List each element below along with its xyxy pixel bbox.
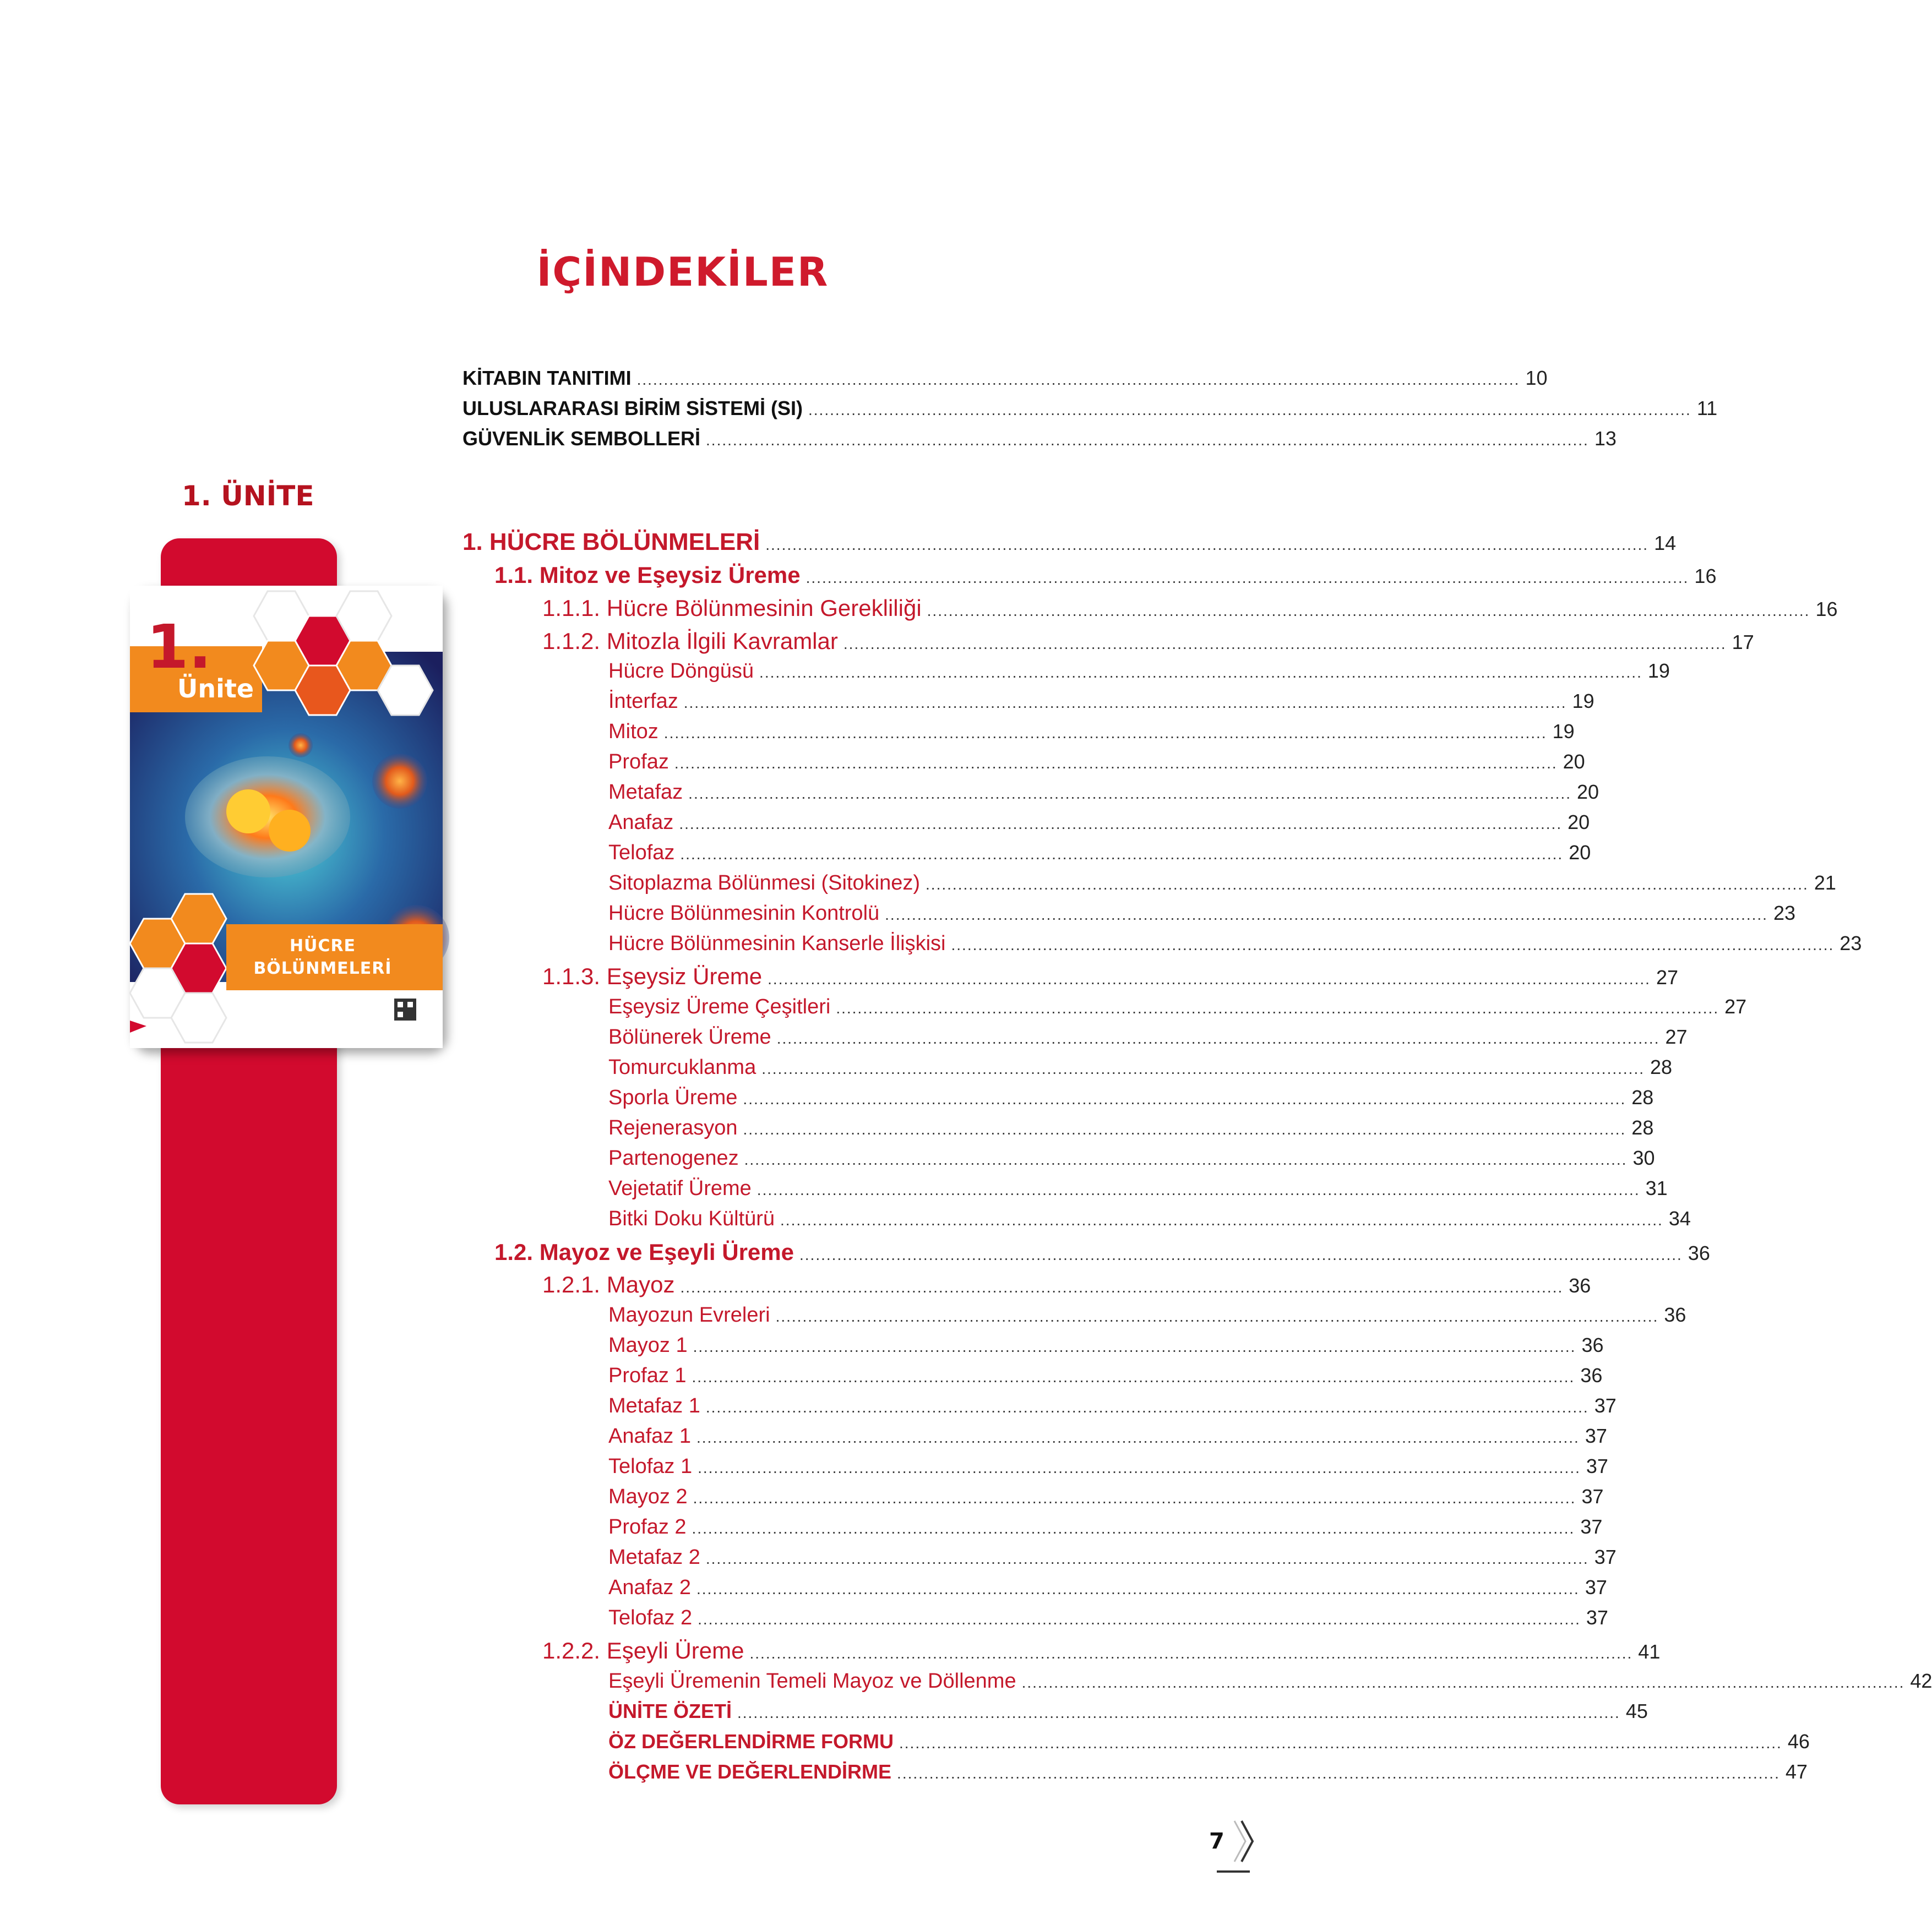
unit-cover-image xyxy=(130,586,443,1048)
leader-dots: .................................................................................................................................................................... xyxy=(808,401,1691,418)
toc-entry-title: Anafaz xyxy=(608,811,674,834)
toc-entry-title: Telofaz 2 xyxy=(608,1606,693,1629)
toc-entry[interactable] xyxy=(608,1056,1673,1079)
cover-topic xyxy=(240,935,405,980)
leader-dots: .................................................................................................................................................................... xyxy=(680,1279,1564,1296)
leader-dots: .................................................................................................................................................................... xyxy=(927,602,1810,619)
toc-entry[interactable] xyxy=(608,1730,1810,1753)
toc-entry[interactable] xyxy=(608,1760,1808,1783)
toc-entry[interactable] xyxy=(608,1394,1617,1418)
toc-entry-title: KİTABIN TANITIMI xyxy=(462,367,632,389)
toc-entry[interactable] xyxy=(608,811,1590,834)
toc-entry[interactable] xyxy=(542,628,1754,654)
toc-entry[interactable] xyxy=(608,1207,1691,1231)
toc-entry-title: Telofaz 1 xyxy=(608,1455,693,1478)
leader-dots: .................................................................................................................................................................... xyxy=(1021,1674,1905,1691)
toc-entry-page: 10 xyxy=(1525,367,1548,389)
leader-dots: .................................................................................................................................................................... xyxy=(757,1181,1640,1198)
leader-dots: .................................................................................................................................................................... xyxy=(749,1645,1633,1662)
toc-entry[interactable] xyxy=(542,595,1838,621)
toc-entry-page: 37 xyxy=(1580,1515,1603,1538)
toc-entry[interactable] xyxy=(608,1700,1648,1723)
leader-dots: .................................................................................................................................................................... xyxy=(698,1459,1581,1476)
toc-entry-page: 34 xyxy=(1668,1207,1691,1230)
leader-dots: .................................................................................................................................................................... xyxy=(951,936,1835,953)
leader-dots: .................................................................................................................................................................... xyxy=(683,694,1567,711)
leader-dots: .................................................................................................................................................................... xyxy=(765,536,1649,553)
toc-entry[interactable] xyxy=(494,1239,1710,1265)
toc-entry-page: 16 xyxy=(1815,598,1838,620)
toc-entry-title: 1.1.3. Eşeysiz Üreme xyxy=(542,963,763,989)
toc-entry[interactable] xyxy=(608,1177,1668,1201)
leader-dots: .................................................................................................................................................................... xyxy=(698,1611,1581,1628)
toc-entry-title: Telofaz xyxy=(608,841,675,864)
leader-dots: .................................................................................................................................................................... xyxy=(899,1734,1782,1752)
toc-entry-page: 36 xyxy=(1581,1334,1604,1356)
toc-entry-page: 37 xyxy=(1586,1606,1608,1629)
toc-entry-page: 19 xyxy=(1552,720,1575,743)
toc-entry-page: 36 xyxy=(1664,1303,1686,1326)
toc-entry-page: 28 xyxy=(1631,1086,1654,1109)
toc-entry-page: 37 xyxy=(1594,1546,1617,1568)
toc-entry[interactable] xyxy=(608,1455,1608,1479)
toc-entry-page: 13 xyxy=(1594,427,1617,450)
leader-dots: .................................................................................................................................................................... xyxy=(885,906,1768,923)
toc-entry-page: 23 xyxy=(1773,902,1796,924)
toc-entry-page: 20 xyxy=(1569,841,1591,864)
toc-entry-page: 30 xyxy=(1632,1147,1655,1169)
toc-entry-page: 19 xyxy=(1647,659,1670,682)
toc-entry-page: 16 xyxy=(1694,565,1717,587)
leader-dots: .................................................................................................................................................................... xyxy=(761,1060,1645,1077)
toc-entry-title: 1.1.1. Hücre Bölünmesinin Gerekliliği xyxy=(542,595,922,621)
toc-entry[interactable] xyxy=(608,1485,1604,1509)
page-number: 7 xyxy=(1209,1829,1224,1854)
toc-entry-page: 20 xyxy=(1568,811,1590,833)
toc-entry[interactable] xyxy=(542,1272,1591,1298)
cover-unit-word: Ünite xyxy=(177,674,254,703)
leader-dots: .................................................................................................................................................................... xyxy=(780,1212,1663,1229)
toc-entry[interactable] xyxy=(608,1576,1607,1600)
toc-entry[interactable] xyxy=(608,659,1670,683)
leader-dots: .................................................................................................................................................................... xyxy=(897,1765,1780,1782)
cover-unit-number: 1. xyxy=(146,612,212,682)
leader-dots: .................................................................................................................................................................... xyxy=(926,876,1809,893)
toc-entry-page: 36 xyxy=(1580,1364,1603,1387)
toc-entry-page: 27 xyxy=(1656,966,1679,989)
leader-dots: .................................................................................................................................................................... xyxy=(705,1399,1589,1416)
toc-entry-title: Hücre Bölünmesinin Kanserle İlişkisi xyxy=(608,932,946,955)
cover-topic-line1: HÜCRE xyxy=(289,936,356,956)
toc-entry-page: 28 xyxy=(1631,1116,1654,1139)
toc-entry-title: Hücre Döngüsü xyxy=(608,659,754,683)
leader-dots: .................................................................................................................................................................... xyxy=(679,815,1563,832)
leader-dots: .................................................................................................................................................................... xyxy=(759,664,1642,681)
cover-topic-line2: BÖLÜNMELERİ xyxy=(253,958,392,978)
toc-entry-page: 37 xyxy=(1585,1425,1607,1447)
toc-entry[interactable] xyxy=(608,1515,1603,1539)
leader-dots: .................................................................................................................................................................... xyxy=(705,1550,1589,1567)
toc-entry-page: 45 xyxy=(1625,1700,1648,1722)
toc-entry[interactable] xyxy=(608,841,1591,865)
toc-entry-title: 1.1.2. Mitozla İlgili Kavramlar xyxy=(542,628,838,654)
toc-entry-title: GÜVENLİK SEMBOLLERİ xyxy=(462,427,701,450)
toc-entry[interactable] xyxy=(494,562,1717,588)
leader-dots: .................................................................................................................................................................... xyxy=(693,1338,1576,1355)
toc-entry-title: Sitoplazma Bölünmesi (Sitokinez) xyxy=(608,871,921,894)
toc-entry-page: 27 xyxy=(1724,995,1747,1018)
toc-entry[interactable] xyxy=(462,397,1718,420)
toc-entry-title: Mayozun Evreleri xyxy=(608,1303,770,1327)
toc-entry[interactable] xyxy=(608,1425,1607,1448)
toc-entry-page: 23 xyxy=(1840,932,1862,954)
toc-entry[interactable] xyxy=(608,1606,1608,1630)
toc-entry-page: 36 xyxy=(1688,1242,1710,1264)
toc-entry[interactable] xyxy=(608,1670,1932,1693)
toc-entry-title: 1.2.2. Eşeyli Üreme xyxy=(542,1638,744,1663)
toc-entry-page: 31 xyxy=(1645,1177,1668,1199)
leader-dots: .................................................................................................................................................................... xyxy=(692,1368,1575,1385)
toc-entry-title: 1.1. Mitoz ve Eşeysiz Üreme xyxy=(494,562,801,588)
leader-dots: .................................................................................................................................................................... xyxy=(696,1580,1580,1597)
leader-dots: .................................................................................................................................................................... xyxy=(636,371,1520,388)
leader-dots: .................................................................................................................................................................... xyxy=(696,1429,1580,1446)
toc-entry-page: 28 xyxy=(1650,1056,1673,1078)
toc-entry-title: Vejetatif Üreme xyxy=(608,1177,752,1200)
toc-entry-title: Profaz xyxy=(608,750,669,773)
toc-entry-title: ULUSLARARASI BİRİM SİSTEMİ (SI) xyxy=(462,397,803,419)
toc-entry-page: 46 xyxy=(1787,1730,1810,1753)
leader-dots: .................................................................................................................................................................... xyxy=(843,635,1727,652)
toc-entry-title: 1.2. Mayoz ve Eşeyli Üreme xyxy=(494,1239,794,1265)
toc-entry-title: Profaz 2 xyxy=(608,1515,687,1539)
toc-entry-page: 47 xyxy=(1785,1760,1808,1783)
toc-entry-title: 1.2.1. Mayoz xyxy=(542,1272,675,1297)
toc-entry-title: Metafaz 2 xyxy=(608,1546,700,1569)
toc-entry[interactable] xyxy=(542,1638,1661,1664)
toc-entry[interactable] xyxy=(608,1364,1603,1388)
toc-entry[interactable] xyxy=(608,902,1796,925)
toc-entry-title: Eşeysiz Üreme Çeşitleri xyxy=(608,995,831,1018)
toc-entry[interactable] xyxy=(608,871,1836,895)
leader-dots: .................................................................................................................................................................... xyxy=(743,1090,1626,1108)
toc-entry-title: 1. HÜCRE BÖLÜNMELERİ xyxy=(462,528,760,555)
toc-entry-title: İnterfaz xyxy=(608,690,678,713)
leader-dots: .................................................................................................................................................................... xyxy=(744,1151,1628,1168)
toc-entry[interactable] xyxy=(608,1546,1617,1569)
toc-entry-title: Anafaz 1 xyxy=(608,1425,691,1448)
toc-entry-page: 20 xyxy=(1576,781,1599,803)
toc-entry-page: 36 xyxy=(1569,1274,1591,1297)
toc-entry[interactable] xyxy=(608,750,1585,774)
toc-entry-title: Bitki Doku Kültürü xyxy=(608,1207,775,1230)
leader-dots: .................................................................................................................................................................... xyxy=(768,970,1651,988)
toc-entry-title: ÜNİTE ÖZETİ xyxy=(608,1700,732,1722)
toc-entry-title: Partenogenez xyxy=(608,1147,739,1170)
toc-entry-page: 42 xyxy=(1910,1670,1932,1692)
leader-dots: .................................................................................................................................................................... xyxy=(692,1520,1575,1537)
unit-label: 1. ÜNİTE xyxy=(182,480,314,512)
toc-entry[interactable] xyxy=(608,1303,1686,1327)
leader-dots: .................................................................................................................................................................... xyxy=(737,1704,1620,1721)
toc-entry-title: ÖLÇME VE DEĞERLENDİRME xyxy=(608,1760,892,1783)
toc-entry[interactable] xyxy=(608,1025,1688,1049)
leader-dots: .................................................................................................................................................................... xyxy=(743,1121,1626,1138)
toc-entry[interactable] xyxy=(542,963,1679,990)
toc-entry-title: Mitoz xyxy=(608,720,658,743)
leader-dots: .................................................................................................................................................................... xyxy=(688,785,1571,802)
leader-dots: .................................................................................................................................................................... xyxy=(674,755,1558,772)
leader-dots: .................................................................................................................................................................... xyxy=(775,1308,1659,1325)
toc-entry[interactable] xyxy=(608,781,1599,804)
toc-entry[interactable] xyxy=(608,1334,1604,1357)
toc-entry-page: 20 xyxy=(1563,750,1585,773)
toc-entry-title: Profaz 1 xyxy=(608,1364,687,1387)
toc-entry-title: Eşeyli Üremenin Temeli Mayoz ve Döllenme xyxy=(608,1670,1016,1693)
toc-entry[interactable] xyxy=(608,995,1747,1019)
toc-entry-title: Rejenerasyon xyxy=(608,1116,738,1139)
toc-entry[interactable] xyxy=(608,1147,1655,1170)
leader-dots: .................................................................................................................................................................... xyxy=(806,569,1689,586)
toc-entry-page: 37 xyxy=(1586,1455,1608,1477)
toc-entry-title: Bölünerek Üreme xyxy=(608,1025,771,1049)
toc-entry-title: Metafaz xyxy=(608,781,683,804)
toc-entry-title: Mayoz 2 xyxy=(608,1485,688,1508)
toc-entry-title: Tomurcuklanma xyxy=(608,1056,757,1079)
toc-entry-title: Metafaz 1 xyxy=(608,1394,700,1417)
toc-entry[interactable] xyxy=(608,932,1862,956)
toc-entry[interactable] xyxy=(462,528,1677,556)
leader-dots: .................................................................................................................................................................... xyxy=(706,432,1589,449)
leader-dots: .................................................................................................................................................................... xyxy=(776,1030,1660,1047)
toc-entry[interactable] xyxy=(462,367,1548,390)
toc-entry[interactable] xyxy=(608,1086,1654,1110)
toc-entry-title: Sporla Üreme xyxy=(608,1086,738,1109)
toc-entry-page: 27 xyxy=(1665,1025,1688,1048)
toc-entry-title: Hücre Bölünmesinin Kontrolü xyxy=(608,902,880,925)
toc-entry-page: 21 xyxy=(1814,871,1836,894)
toc-entry-page: 19 xyxy=(1572,690,1594,712)
toc-entry-page: 14 xyxy=(1654,532,1677,554)
leader-dots: .................................................................................................................................................................... xyxy=(680,846,1564,863)
leader-dots: .................................................................................................................................................................... xyxy=(663,724,1547,741)
leader-dots: .................................................................................................................................................................... xyxy=(836,1000,1719,1017)
leader-dots: .................................................................................................................................................................... xyxy=(693,1490,1576,1507)
leader-dots: .................................................................................................................................................................... xyxy=(799,1246,1683,1263)
toc-entry-title: ÖZ DEĞERLENDİRME FORMU xyxy=(608,1730,894,1753)
toc-entry[interactable] xyxy=(608,1116,1654,1140)
toc-entry-title: Mayoz 1 xyxy=(608,1334,688,1357)
toc-entry[interactable] xyxy=(462,427,1617,450)
toc-entry-page: 37 xyxy=(1594,1394,1617,1417)
toc-entry[interactable] xyxy=(608,690,1594,713)
toc-entry-page: 37 xyxy=(1581,1485,1604,1508)
toc-entry[interactable] xyxy=(608,720,1575,744)
toc-entry-title: Anafaz 2 xyxy=(608,1576,691,1599)
toc-entry-page: 11 xyxy=(1696,397,1718,419)
toc-entry-page: 37 xyxy=(1585,1576,1607,1599)
toc-entry-page: 41 xyxy=(1638,1640,1661,1663)
page-title: İÇİNDEKİLER xyxy=(536,249,829,295)
toc-entry-page: 17 xyxy=(1732,631,1754,653)
